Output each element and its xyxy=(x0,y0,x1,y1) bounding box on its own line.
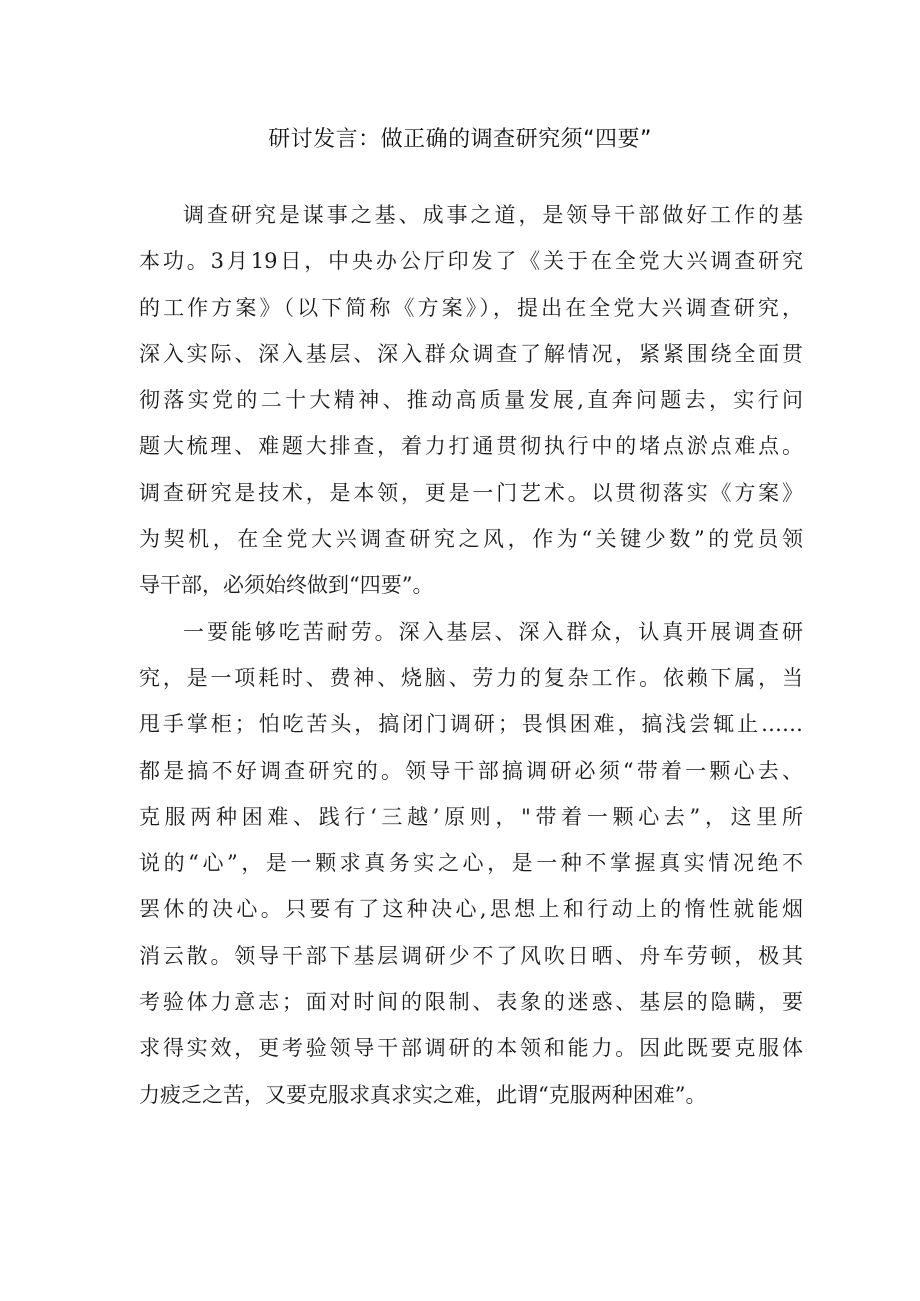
text-line: 甩手掌柜；怕吃苦头，搞闭门调研；畏惧困难，搞浅尝辄止…… xyxy=(139,712,803,737)
text-line: 说的“心”，是一颗求真务实之心，是一种不掌握真实情况绝不 xyxy=(139,851,803,876)
paragraph-intro xyxy=(139,192,803,609)
text-line: 究，是一项耗时、费神、烧脑、劳力的复杂工作。依赖下属，当 xyxy=(139,665,803,690)
text-line: 克服两种困难、践行‘三越’原则，"带着一颗心去”，这里所 xyxy=(139,804,803,829)
text-line: 本功。3月19日，中央办公厅印发了《关于在全党大兴调查研究 xyxy=(139,249,803,274)
text-line: 一要能够吃苦耐劳。深入基层、深入群众，认真开展调查研 xyxy=(183,619,803,644)
text-line: 彻落实党的二十大精神、推动高质量发展,直奔问题去，实行问 xyxy=(139,388,803,413)
text-line: 为契机，在全党大兴调查研究之风，作为“关键少数”的党员领 xyxy=(139,527,803,552)
text-line: 罢休的决心。只要有了这种决心,思想上和行动上的惰性就能烟 xyxy=(139,897,803,922)
paragraph-point-one xyxy=(139,609,803,1118)
document-title: 研讨发言：做正确的调查研究须“四要” xyxy=(268,127,652,152)
text-line: 的工作方案》（以下简称《方案》），提出在全党大兴调查研究， xyxy=(139,295,803,320)
text-line: 考验体力意志；面对时间的限制、表象的迷惑、基层的隐瞒，要 xyxy=(139,990,803,1015)
text-line: 深入实际、深入基层、深入群众调查了解情况，紧紧围绕全面贯 xyxy=(139,341,803,366)
text-line: 调查研究是谋事之基、成事之道，是领导干部做好工作的基 xyxy=(183,203,803,227)
text-line: 消云散。领导干部下基层调研少不了风吹日晒、舟车劳顿，极其 xyxy=(139,943,803,968)
text-line: 力疲乏之苦，又要克服求真求实之难，此谓“克服两种困难”。 xyxy=(139,1082,707,1107)
document-body xyxy=(139,192,803,1118)
text-line: 导干部，必须始终做到“四要”。 xyxy=(139,573,434,598)
text-line: 都是搞不好调查研究的。领导干部搞调研必须“带着一颗心去、 xyxy=(139,758,803,783)
text-line: 调查研究是技术，是本领，更是一门艺术。以贯彻落实《方案》 xyxy=(139,480,803,505)
text-line: 求得实效，更考验领导干部调研的本领和能力。因此既要克服体 xyxy=(139,1036,803,1061)
text-line: 题大梳理、难题大排查，着力打通贯彻执行中的堵点淤点难点。 xyxy=(139,434,803,459)
